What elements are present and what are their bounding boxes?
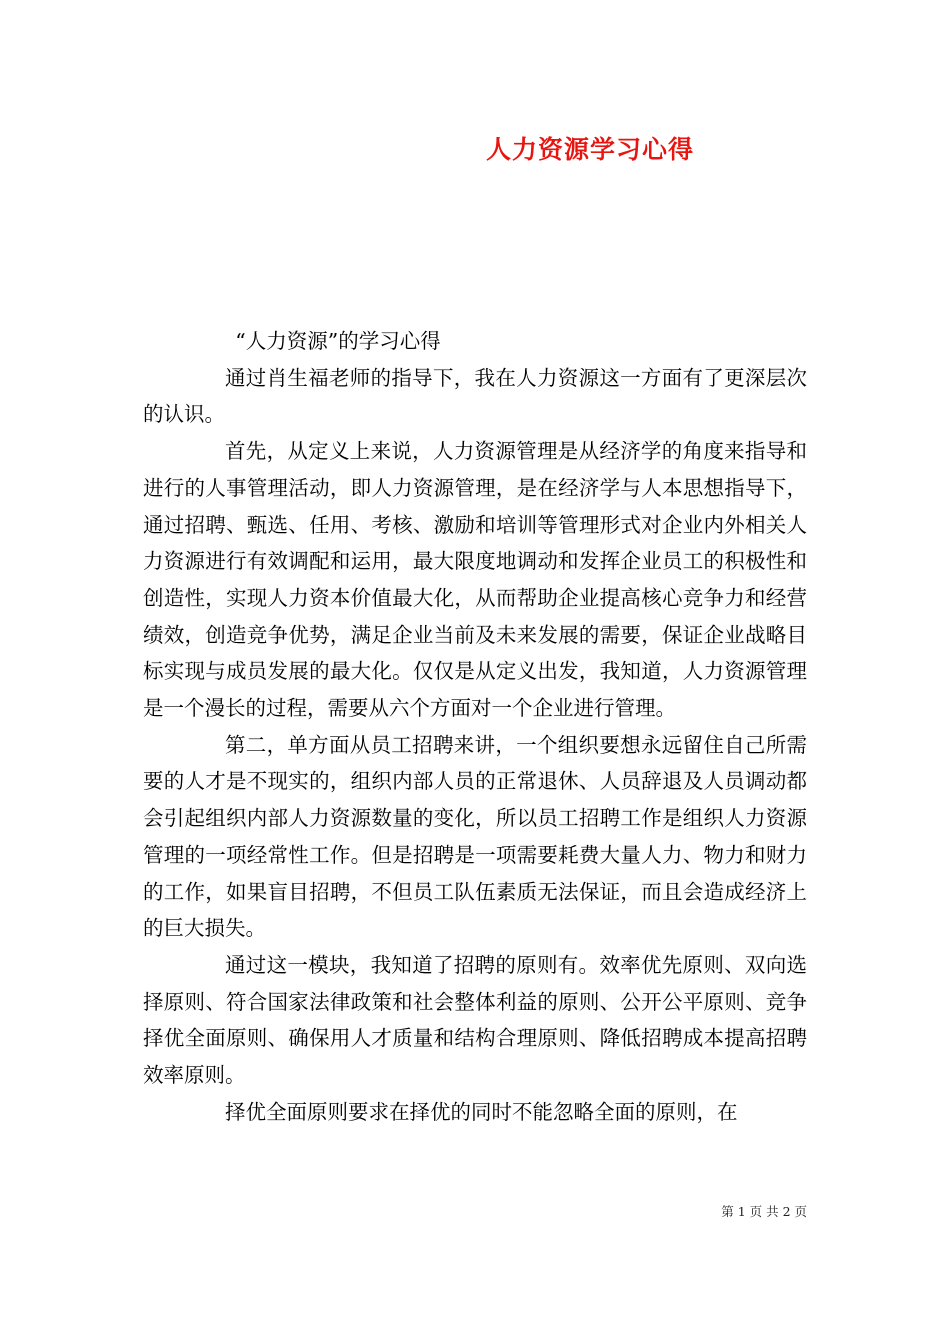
paragraph: 第二，单方面从员工招聘来讲，一个组织要想永远留住自己所需要的人才是不现实的，组织内部人员的正常退休、人员辞退及人员调动都会引起组织内部人力资源数量的变化，所以员工招聘工作是组织人力资源管理的一项经常性工作。但是招聘是一项需要耗费大量人力、物力和财力的工作，如果盲目招聘，不但员工队伍素质无法保证，而且会造成经济上的巨大损失。 (143, 732, 807, 941)
paragraph: 首先，从定义上来说，人力资源管理是从经济学的角度来指导和进行的人事管理活动，即人力资源管理，是在经济学与人本思想指导下，通过招聘、甄选、任用、考核、激励和培训等管理形式对企业内外相关人力资源进行有效调配和运用，最大限度地调动和发挥企业员工的积极性和创造性，实现人力资本价值最大化，从而帮助企业提高核心竞争力和经营绩效，创造竞争优势，满足企业当前及未来发展的需要，保证企业战略目标实现与成员发展的最大化。仅仅是从定义出发，我知道，人力资源管理是一个漫长的过程，需要从六个方面对一个企业进行管理。 (143, 439, 807, 721)
paragraph: 择优全面原则要求在择优的同时不能忽略全面的原则，在 (225, 1099, 738, 1124)
paragraph: 通过这一模块，我知道了招聘的原则有。效率优先原则、双向选择原则、符合国家法律政策和社会整体利益的原则、公开公平原则、竞争择优全面原则、确保用人才质量和结构合理原则、降低招聘成本提高招聘效率原则。 (143, 952, 807, 1088)
paragraph: 通过肖生福老师的指导下，我在人力资源这一方面有了更深层次的认识。 (143, 365, 807, 427)
document-body (143, 323, 807, 1130)
page-indicator: 第 1 页 共 2 页 (721, 1204, 807, 1219)
document-title: 人力资源学习心得 (485, 135, 694, 164)
paragraph-subheading: “人力资源”的学习心得 (235, 329, 441, 353)
